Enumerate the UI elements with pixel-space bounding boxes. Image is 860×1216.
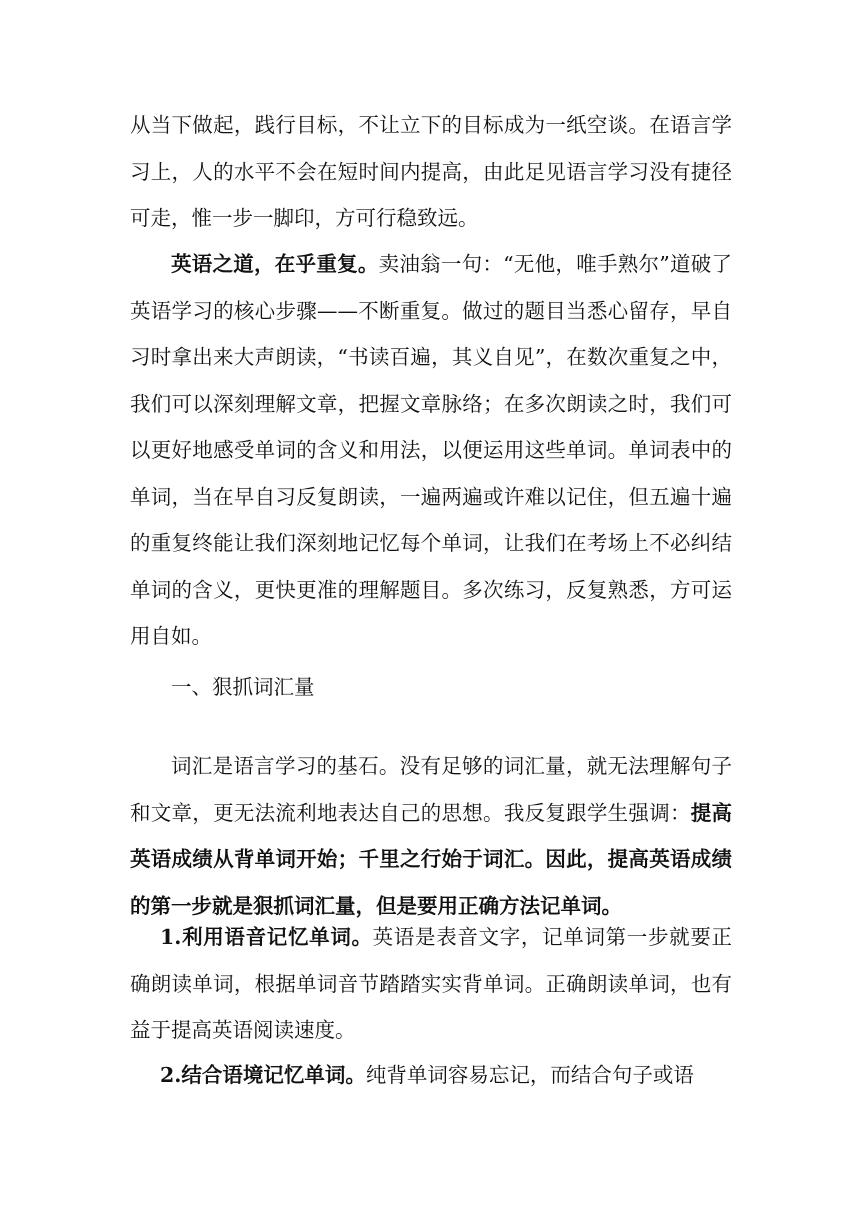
paragraph-repetition-lead: 英语之道，在乎重复。 — [171, 252, 379, 276]
section-heading-vocabulary: 一、狠抓词汇量 — [171, 675, 315, 699]
paragraph-vocabulary — [130, 743, 732, 929]
list-item-phonetic-memory — [130, 914, 732, 1054]
list-item-context-memory — [130, 1052, 732, 1099]
paragraph-practice-goals: 从当下做起，践行目标，不让立下的目标成为一纸空谈。在语言学习上，人的水平不会在短时间内提高，由此足见语言学习没有捷径可走，惟一步一脚印，方可行稳致远。 — [130, 113, 732, 230]
list-item-phonetic-memory-lead: 1.利用语音记忆单词。 — [160, 925, 373, 949]
paragraph-vocabulary-body: 词汇是语言学习的基石。没有足够的词汇量，就无法理解句子和文章，更无法流利地表达自己的思想。我反复跟学生强调： — [130, 754, 732, 825]
list-item-phonetic-memory-body: 英语是表音文字，记单词第一步就要正确朗读单词，根据单词音节踏踏实实背单词。正确朗读单词，也有益于提高英语阅读速度。 — [130, 925, 732, 1042]
paragraph-vocabulary-emphasis: 提高英语成绩从背单词开始；千里之行始于词汇。因此，提高英语成绩的第一步就是狠抓词汇量，但是要用正确方法记单词。 — [130, 800, 733, 918]
list-item-context-memory-lead: 2.结合语境记忆单词。 — [160, 1063, 366, 1087]
paragraph-repetition-body: 卖油翁一句：“无他，唯手熟尔”道破了英语学习的核心步骤——不断重复。做过的题目当悉心留存，早自习时拿出来大声朗读，“书读百遍，其义自见”，在数次重复之中，我们可以深刻理解文章，把握文章脉络；在多次朗读之时，我们可以更好地感受单词的含义和用法，以便运用这些单词。单词表中的单词，当在早自习反复朗读，一遍两遍或许难以记住，但五遍十遍的重复终能让我们深刻地记忆每个单词，让我们在考场上不必纠结单词的含义，更快更准的理解题目。多次练习，反复熟悉，方可运用自如。 — [130, 252, 732, 648]
paragraph-repetition — [130, 241, 732, 660]
list-item-context-memory-body: 纯背单词容易忘记，而结合句子或语 — [365, 1063, 694, 1087]
